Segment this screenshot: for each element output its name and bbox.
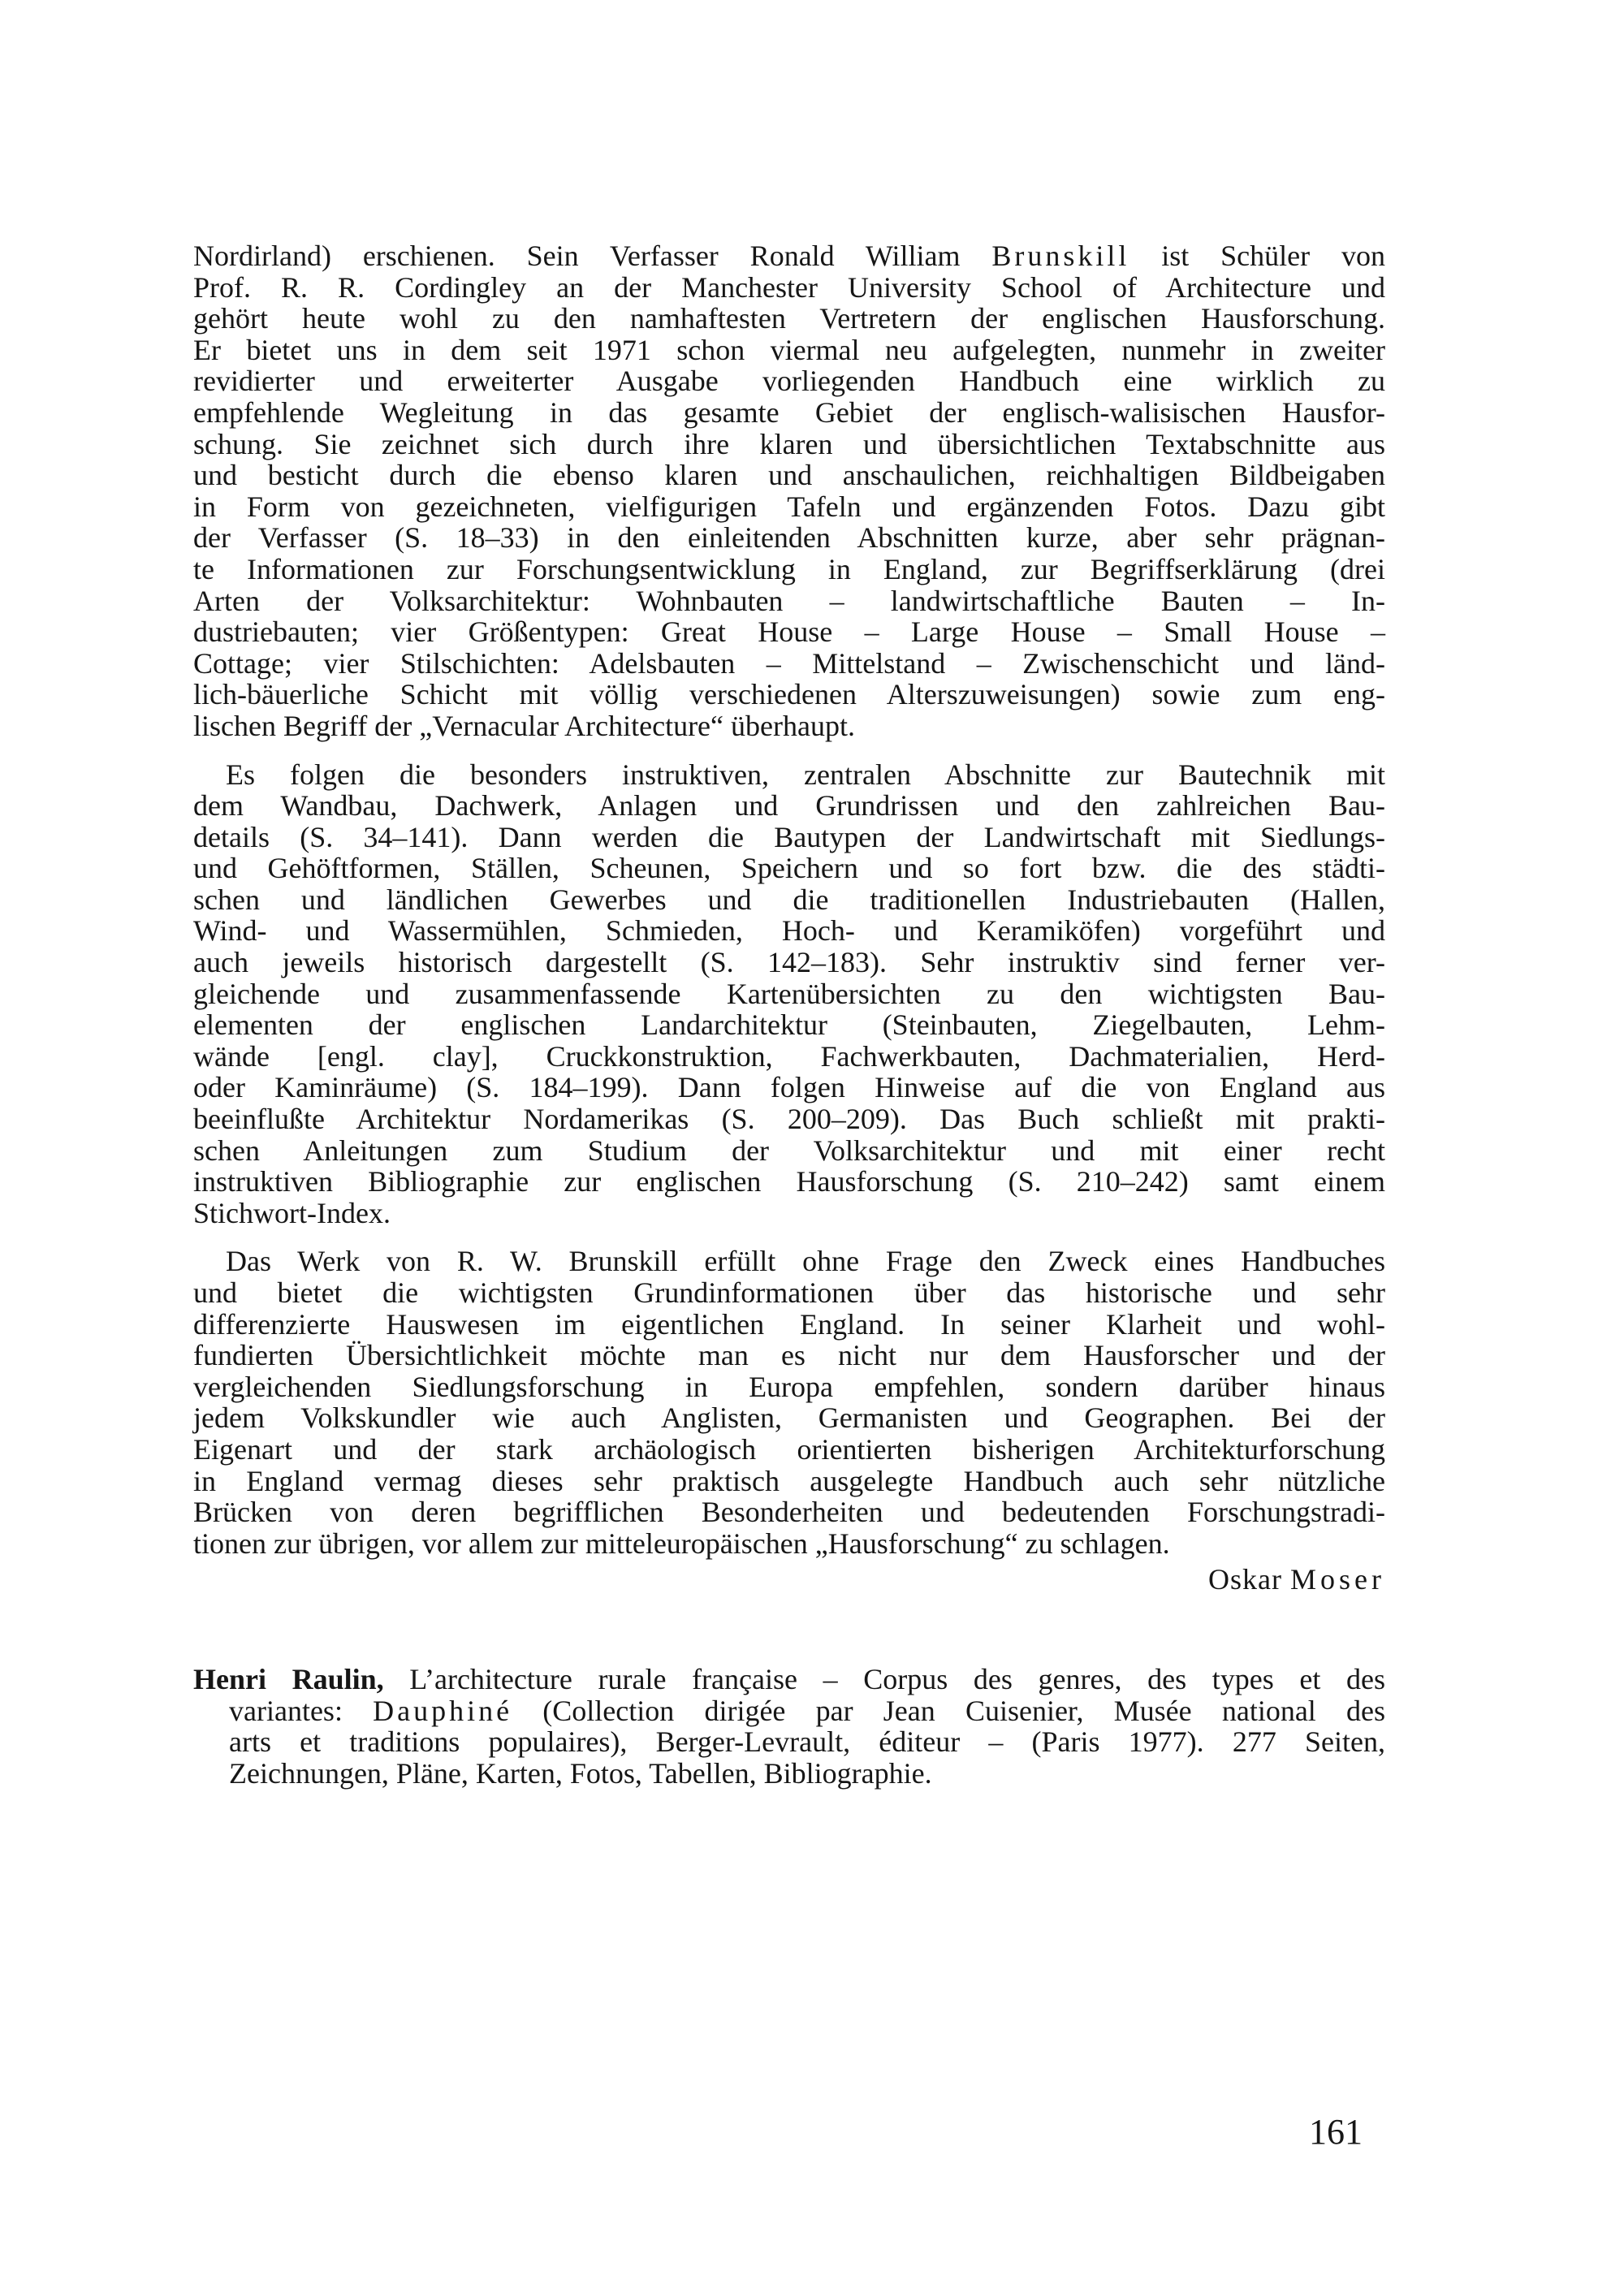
text-line: Das Werk von R. W. Brunskill erfüllt ohne Frage den Zweck eines Handbuches xyxy=(226,1245,1385,1278)
book-title: L’architecture rurale française – Corpus des genres, des types et des xyxy=(383,1662,1385,1695)
text-line: Prof. R. R. Cordingley an der Manchester University School of Architecture und xyxy=(193,270,1385,304)
reviewer-first-name: Oskar xyxy=(1208,1563,1282,1596)
text-line: fundierten Übersichtlichkeit möchte man es nicht nur dem Hausforscher und der xyxy=(193,1339,1385,1372)
text-line: lischen Begriff der „Vernacular Architecture“ überhaupt. xyxy=(193,709,855,742)
book-author: Henri Raulin, xyxy=(193,1662,384,1695)
text-line xyxy=(193,240,1385,272)
text-line: Brücken von deren begrifflichen Besonderheiten und bedeutenden Forschungstradi- xyxy=(193,1496,1385,1529)
text-line: wände [engl. clay], Cruckkonstruktion, Fachwerkbauten, Dachmaterialien, Herd- xyxy=(193,1039,1385,1073)
text-line: und Gehöftformen, Ställen, Scheunen, Speichern und so fort bzw. die des städti- xyxy=(193,852,1385,885)
page-body xyxy=(193,240,1385,1789)
entry-line: Zeichnungen, Pläne, Karten, Fotos, Tabellen, Bibliographie. xyxy=(229,1756,932,1790)
page-number: 161 xyxy=(1309,2112,1363,2152)
text-line: lich-bäuerliche Schicht mit völlig verschiedenen Alterszuweisungen) sowie zum eng- xyxy=(193,678,1385,711)
review-paragraph-1 xyxy=(193,240,1385,742)
text-line: differenzierte Hauswesen im eigentlichen England. In seiner Klarheit und wohl- xyxy=(193,1307,1385,1341)
text-line: te Informationen zur Forschungsentwicklung in England, zur Begriffserklärung (drei xyxy=(193,552,1385,585)
entry-line: arts et traditions populaires), Berger-Levrault, éditeur – (Paris 1977). 277 Seiten, xyxy=(229,1725,1385,1759)
book-entry-raulin xyxy=(193,1664,1385,1789)
text-line: gleichende und zusammenfassende Kartenübersichten zu den wichtigsten Bau- xyxy=(193,977,1385,1010)
text-line: Cottage; vier Stilschichten: Adelsbauten – Mittelstand – Zwischenschicht und länd- xyxy=(193,646,1385,680)
reviewer-surname: Moser xyxy=(1290,1563,1385,1596)
text-line: beeinflußte Architektur Nordamerikas (S. 200–209). Das Buch schließt mit prakti- xyxy=(193,1103,1385,1136)
text-line: auch jeweils historisch dargestellt (S. 142–183). Sehr instruktiv sind ferner ver- xyxy=(193,946,1385,979)
text-span: ist Schüler von xyxy=(1129,240,1386,272)
paragraph-gap xyxy=(193,742,1385,759)
text-line: in England vermag dieses sehr praktisch ausgelegte Handbuch auch sehr nützliche xyxy=(193,1464,1385,1497)
author-name-spaced: Brunskill xyxy=(991,240,1130,272)
entry-line xyxy=(193,1695,1385,1727)
text-line: Wind- und Wassermühlen, Schmieden, Hoch- und Keramiköfen) vorgeführt und xyxy=(193,914,1385,948)
text-line: Eigenart und der stark archäologisch orientierten bisherigen Architekturforschung xyxy=(193,1432,1385,1466)
text-line: revidierter und erweiterter Ausgabe vorliegenden Handbuch eine wirklich zu xyxy=(193,365,1385,398)
text-line: schung. Sie zeichnet sich durch ihre klaren und übersichtlichen Textabschnitte aus xyxy=(193,427,1385,460)
reviewer-signature xyxy=(193,1564,1385,1596)
review-paragraph-3 xyxy=(193,1246,1385,1559)
text-span: variantes: xyxy=(229,1694,374,1727)
text-line: empfehlende Wegleitung in das gesamte Gebiet der englisch-walisischen Hausfor- xyxy=(193,395,1385,429)
text-line: in Form von gezeichneten, vielfigurigen Tafeln und ergänzenden Fotos. Dazu gibt xyxy=(193,490,1385,523)
text-line: der Verfasser (S. 18–33) in den einleitenden Abschnitten kurze, aber sehr prägnan- xyxy=(193,521,1385,555)
text-line: instruktiven Bibliographie zur englischen Hausforschung (S. 210–242) samt einem xyxy=(193,1165,1385,1198)
text-line: jedem Volkskundler wie auch Anglisten, Germanisten und Geographen. Bei der xyxy=(193,1401,1385,1435)
text-line: und bietet die wichtigsten Grundinformationen über das historische und sehr xyxy=(193,1276,1385,1309)
region-name-spaced: Dauphiné xyxy=(373,1694,513,1727)
text-line: Er bietet uns in dem seit 1971 schon viermal neu aufgelegten, nunmehr in zweiter xyxy=(193,333,1385,366)
text-line: dustriebauten; vier Größentypen: Great House – Large House – Small House – xyxy=(193,615,1385,649)
text-line: Es folgen die besonders instruktiven, zentralen Abschnitte zur Bautechnik mit xyxy=(226,758,1385,791)
review-paragraph-2 xyxy=(193,759,1385,1229)
text-line: oder Kaminräume) (S. 184–199). Dann folgen Hinweise auf die von England aus xyxy=(193,1071,1385,1104)
text-line: tionen zur übrigen, vor allem zur mitteleuropäischen „Hausforschung“ zu schlagen. xyxy=(193,1527,1170,1560)
text-line: elementen der englischen Landarchitektur (Steinbauten, Ziegelbauten, Lehm- xyxy=(193,1008,1385,1042)
text-line: details (S. 34–141). Dann werden die Bautypen der Landwirtschaft mit Siedlungs- xyxy=(193,820,1385,853)
text-line: gehört heute wohl zu den namhaftesten Vertretern der englischen Hausforschung. xyxy=(193,302,1385,335)
entry-line xyxy=(193,1664,1385,1695)
text-line: vergleichenden Siedlungsforschung in Europa empfehlen, sondern darüber hinaus xyxy=(193,1370,1385,1403)
text-line: schen Anleitungen zum Studium der Volksarchitektur und mit einer recht xyxy=(193,1134,1385,1167)
text-span: (Collection dirigée par Jean Cuisenier, Musée national des xyxy=(512,1694,1385,1727)
text-line: schen und ländlichen Gewerbes und die traditionellen Industriebauten (Hallen, xyxy=(193,883,1385,916)
text-line: und besticht durch die ebenso klaren und anschaulichen, reichhaltigen Bildbeigaben xyxy=(193,459,1385,492)
text-line: dem Wandbau, Dachwerk, Anlagen und Grundrissen und den zahlreichen Bau- xyxy=(193,789,1385,823)
text-line: Arten der Volksarchitektur: Wohnbauten – landwirtschaftliche Bauten – In- xyxy=(193,584,1385,617)
paragraph-gap xyxy=(193,1229,1385,1246)
text-line: Stichwort-Index. xyxy=(193,1196,391,1229)
text-span: Nordirland) erschienen. Sein Verfasser Ronald William xyxy=(193,240,992,272)
